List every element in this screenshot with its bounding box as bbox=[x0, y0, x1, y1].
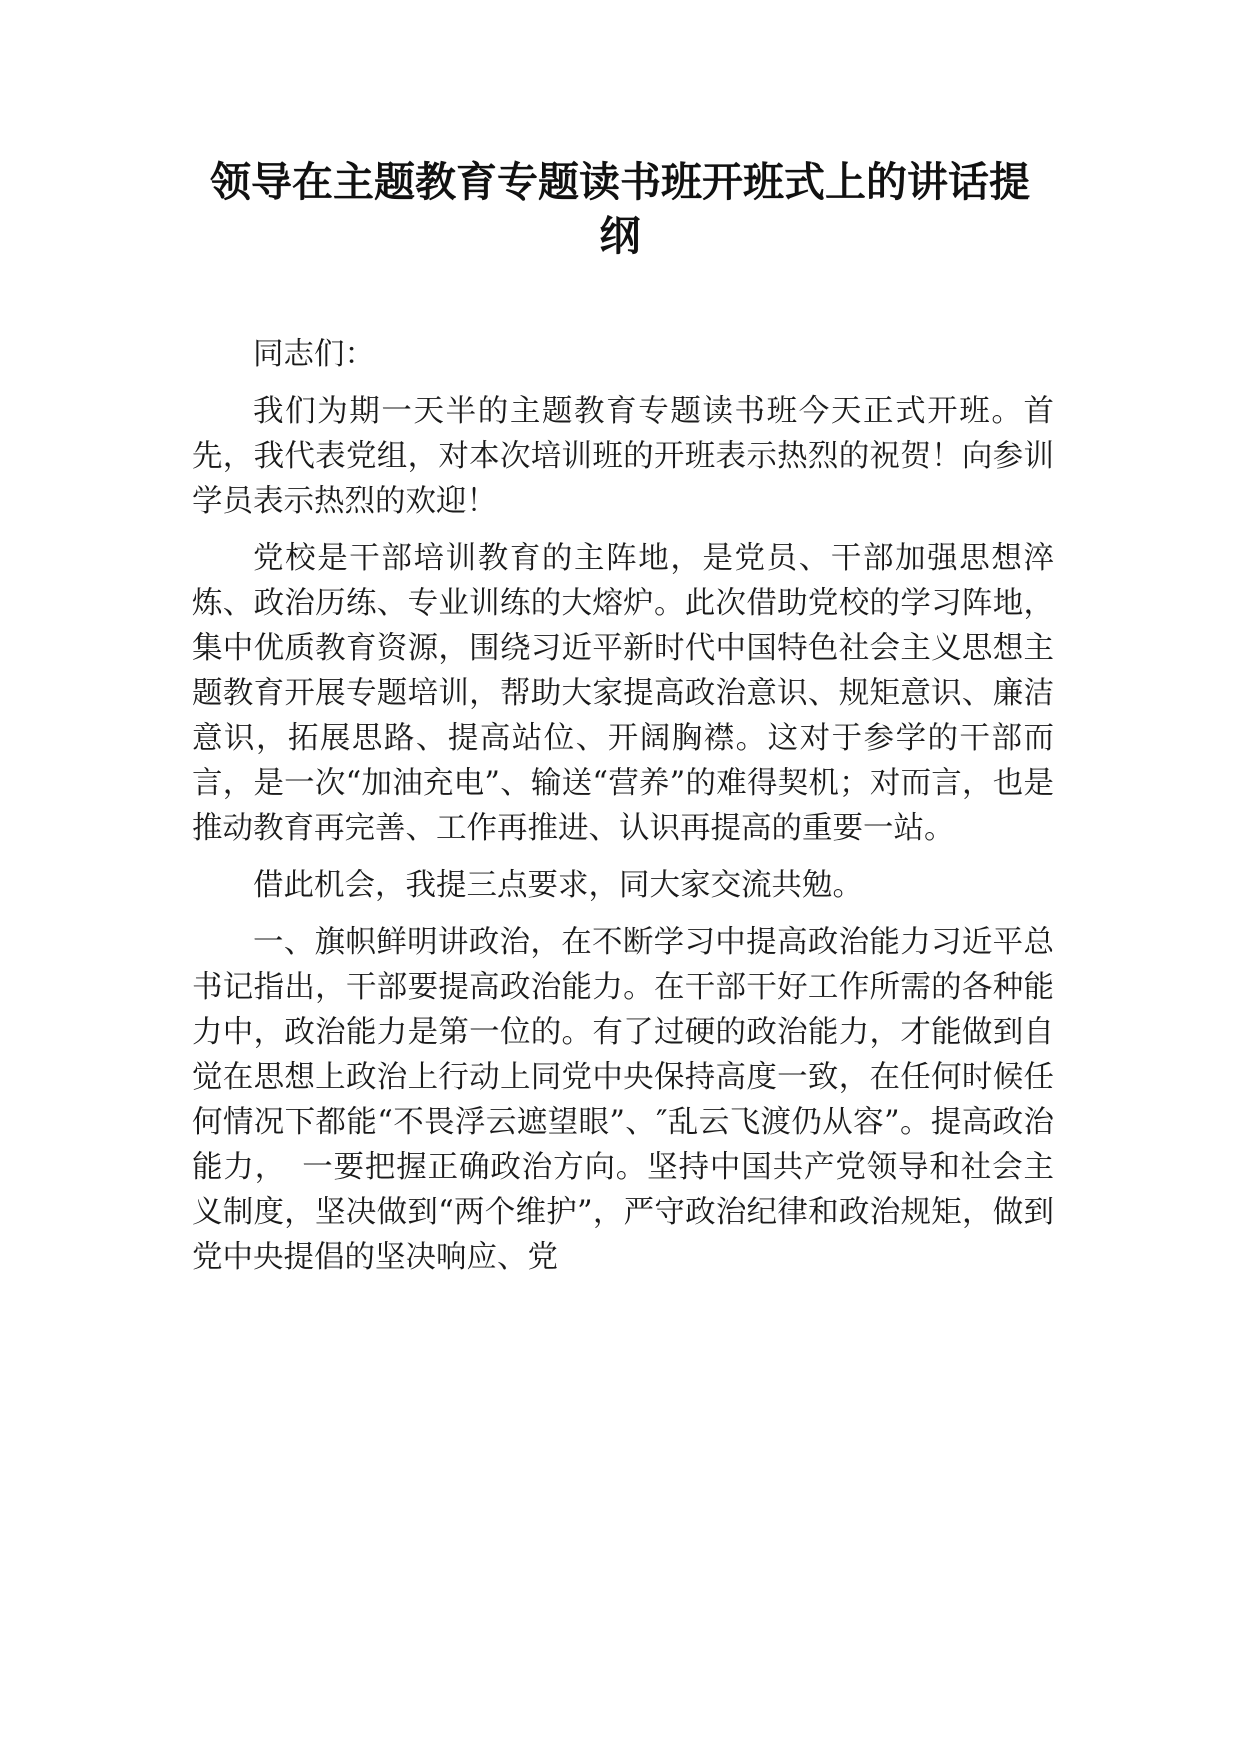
paragraph-requirements-intro: 借此机会，我提三点要求，同大家交流共勉。 bbox=[253, 868, 863, 903]
document-title: 领导在主题教育专题读书班开班式上的讲话提纲 bbox=[210, 158, 1030, 260]
salutation: 同志们： bbox=[253, 337, 375, 372]
document-body bbox=[192, 332, 1054, 1292]
paragraph-opening: 我们为期一天半的主题教育专题读书班今天正式开班。首先，我代表党组，对本次培训班的开班表示热烈的祝贺！向参训学员表示热烈的欢迎！ bbox=[192, 394, 1054, 519]
paragraph-party-school: 党校是干部培训教育的主阵地，是党员、干部加强思想淬炼、政治历练、专业训练的大熔炉。此次借助党校的学习阵地，集中优质教育资源，围绕习近平新时代中国特色社会主义思想主题教育开展专题培训，帮助大家提高政治意识、规矩意识、廉洁意识，拓展思路、提高站位、开阔胸襟。这对于参学的干部而言，是一次“加油充电”、输送“营养”的难得契机；对而言，也是推动教育再完善、工作再推进、认识再提高的重要一站。 bbox=[192, 541, 1054, 846]
paragraph-requirement-one: 一、旗帜鲜明讲政治，在不断学习中提高政治能力习近平总书记指出，干部要提高政治能力。在干部干好工作所需的各种能力中，政治能力是第一位的。有了过硬的政治能力，才能做到自觉在思想上政治上行动上同党中央保持高度一致，在任何时候任何情况下都能“不畏浮云遮望眼”、″乱云飞渡仍从容”。提高政治能力， 一要把握正确政治方向。坚持中国共产党领导和社会主义制度，坚决做到“两个维护”，严守政治纪律和政治规矩，做到党中央提倡的坚决响应、党 bbox=[192, 925, 1054, 1275]
